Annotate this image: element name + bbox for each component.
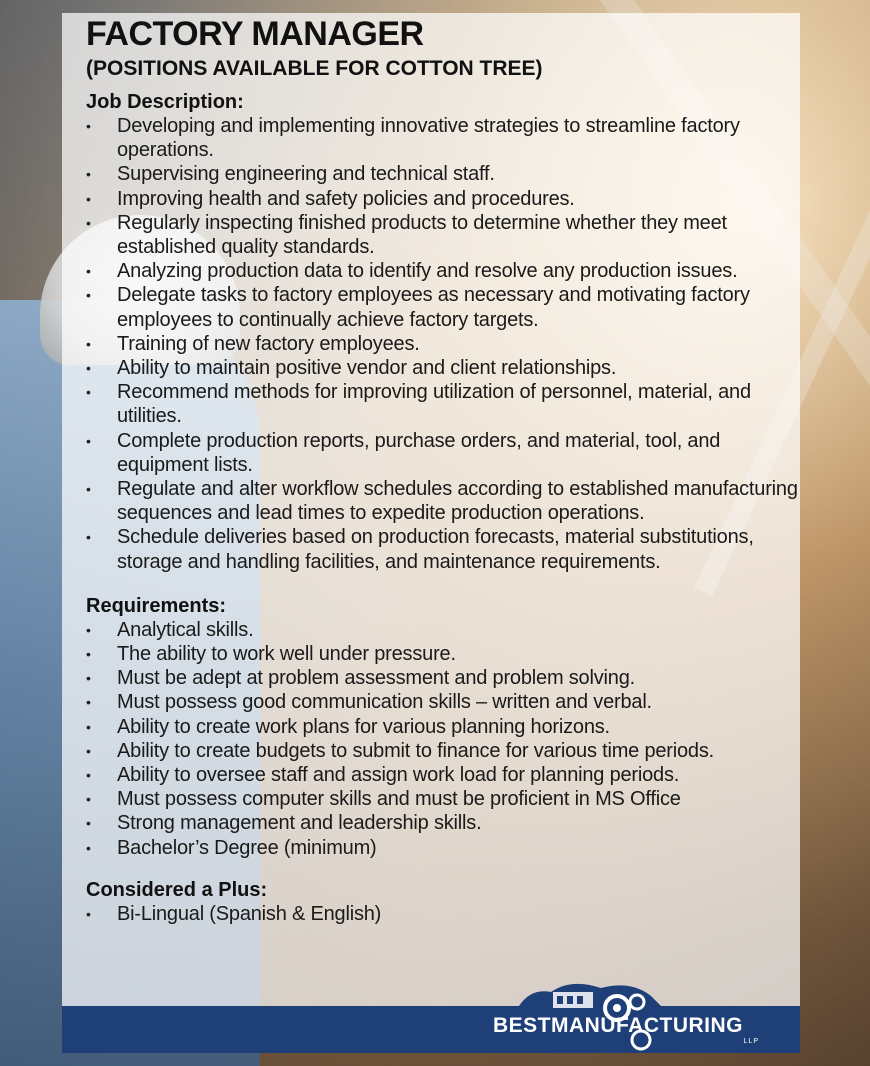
list-item: • Analyzing production data to identify and resolve any production issues.	[86, 259, 798, 283]
list-item: • Training of new factory employees.	[86, 332, 798, 356]
list-item: • The ability to work well under pressure.	[86, 642, 798, 666]
list-item: • Developing and implementing innovative strategies to streamline factory operations.	[86, 114, 798, 162]
job-description-heading: Job Description:	[86, 91, 244, 113]
job-posting	[86, 14, 798, 926]
list-item: • Analytical skills.	[86, 618, 798, 642]
list-item: • Ability to create work plans for various planning horizons.	[86, 715, 798, 739]
list-item: • Ability to maintain positive vendor and client relationships.	[86, 356, 798, 380]
job-description-list	[86, 114, 798, 574]
list-item: • Complete production reports, purchase orders, and material, tool, and equipment lists.	[86, 429, 798, 477]
list-item: • Bachelor’s Degree (minimum)	[86, 836, 798, 860]
list-item: • Must possess good communication skills – written and verbal.	[86, 690, 798, 714]
list-item: • Must possess computer skills and must be proficient in MS Office	[86, 787, 798, 811]
section-spacer	[86, 574, 798, 594]
section-spacer	[86, 860, 798, 878]
page-subtitle: (POSITIONS AVAILABLE FOR COTTON TREE)	[86, 57, 543, 80]
requirements-heading: Requirements:	[86, 594, 227, 617]
list-item: • Recommend methods for improving utilization of personnel, material, and utilities.	[86, 380, 798, 428]
logo-text: BESTMANUFACTURING	[493, 1014, 743, 1037]
list-item: • Must be adept at problem assessment and problem solving.	[86, 666, 798, 690]
list-item: • Regularly inspecting finished products to determine whether they meet established quality standards.	[86, 211, 798, 259]
list-item: • Regulate and alter workflow schedules according to established manufacturing sequences and lead times to expedite production operations.	[86, 477, 798, 525]
list-item: • Bi-Lingual (Spanish & English)	[86, 902, 798, 926]
list-item: • Improving health and safety policies and procedures.	[86, 187, 798, 211]
list-item: • Strong management and leadership skills.	[86, 811, 798, 835]
company-logo	[491, 978, 771, 1052]
page-title: FACTORY MANAGER	[86, 15, 424, 53]
plus-heading: Considered a Plus:	[86, 878, 268, 901]
list-item: • Schedule deliveries based on production forecasts, material substitutions, storage and handling facilities, and maintenance requirements.	[86, 525, 798, 573]
list-item: • Ability to create budgets to submit to finance for various time periods.	[86, 739, 798, 763]
plus-list	[86, 902, 798, 926]
list-item: • Delegate tasks to factory employees as necessary and motivating factory employees to continually achieve factory targets.	[86, 283, 798, 331]
list-item: • Supervising engineering and technical staff.	[86, 162, 798, 186]
list-item: • Ability to oversee staff and assign work load for planning periods.	[86, 763, 798, 787]
logo-suffix: LLP	[743, 1038, 759, 1045]
requirements-list	[86, 618, 798, 860]
